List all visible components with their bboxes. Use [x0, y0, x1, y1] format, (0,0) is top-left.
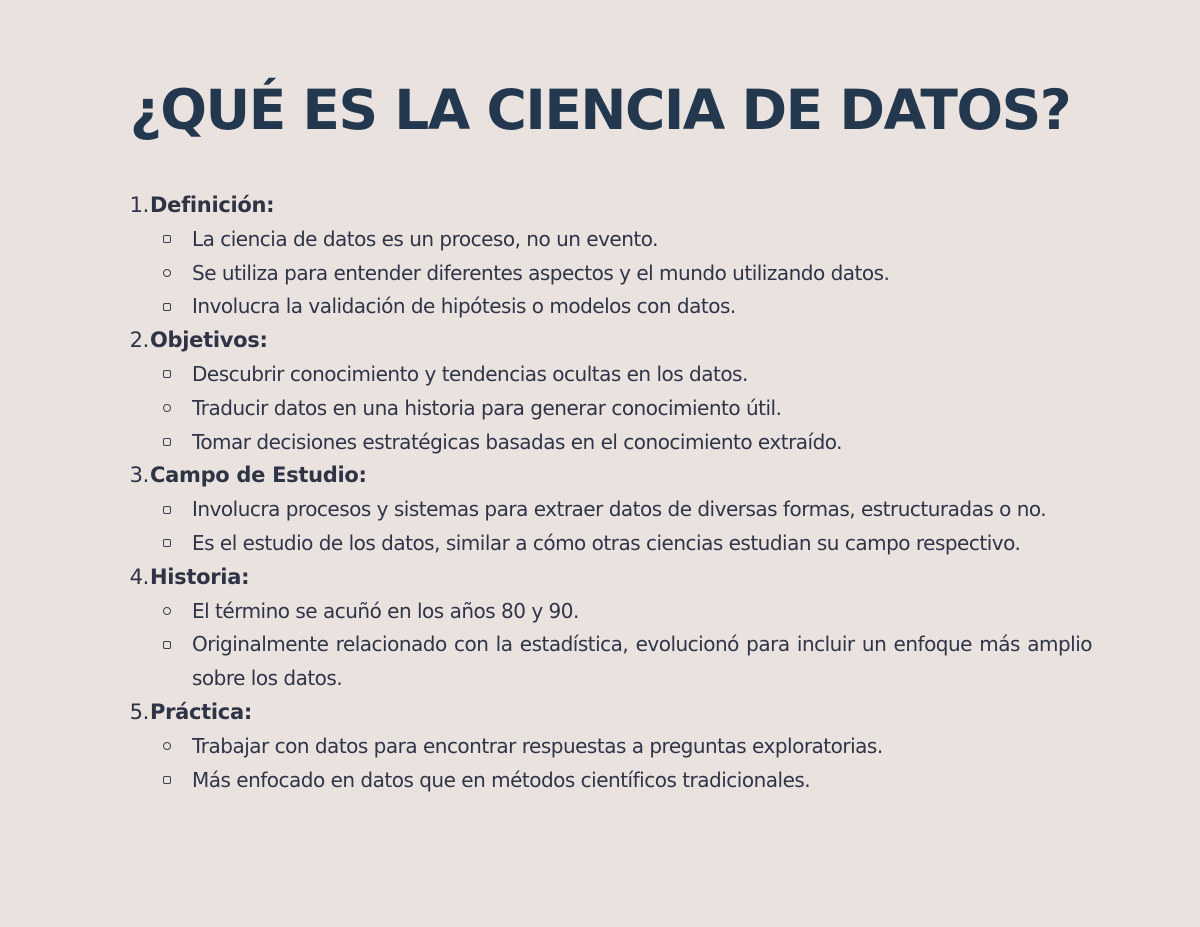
section-list	[129, 189, 1092, 797]
list-item-text: Originalmente relacionado con la estadística, evolucionó para incluir un enfoque más amplio sobre los datos.	[192, 632, 1092, 691]
square-bullet-icon	[163, 370, 171, 378]
section-heading	[129, 324, 1092, 358]
section-heading-text: Definición:	[150, 193, 275, 217]
list-item-text: Trabajar con datos para encontrar respuestas a preguntas exploratorias.	[192, 733, 883, 758]
bullet-list	[150, 730, 1092, 798]
section-objetivos	[129, 324, 1092, 459]
section-heading-text: Campo de Estudio:	[150, 463, 367, 488]
section-campo-de-estudio	[129, 459, 1092, 560]
section-definicion	[129, 189, 1092, 324]
list-item-text: Involucra la validación de hipótesis o modelos con datos.	[192, 294, 736, 319]
section-number: 4.	[129, 564, 149, 589]
square-bullet-icon	[163, 506, 171, 514]
list-item-text: El término se acuñó en los años 80 y 90.	[192, 598, 579, 623]
list-item	[192, 257, 1092, 291]
bullet-list	[150, 223, 1092, 324]
list-item-text: Tomar decisiones estratégicas basadas en el conocimiento extraído.	[192, 429, 843, 454]
list-item	[192, 358, 1092, 392]
list-item-text: Se utiliza para entender diferentes aspectos y el mundo utilizando datos.	[192, 260, 890, 285]
list-item	[192, 527, 1092, 561]
section-heading-text: Práctica:	[150, 699, 252, 724]
section-practica	[129, 696, 1092, 797]
list-item-text: Involucra procesos y sistemas para extraer datos de diversas formas, estructuradas o no.	[192, 497, 1047, 522]
circle-bullet-icon	[163, 742, 171, 750]
list-item	[192, 392, 1092, 426]
section-number: 3.	[129, 463, 149, 488]
bullet-list	[150, 595, 1092, 696]
list-item	[192, 628, 1092, 696]
section-number: 1.	[129, 193, 149, 217]
list-item	[192, 764, 1092, 798]
list-item-text: Traducir datos en una historia para generar conocimiento útil.	[192, 395, 782, 420]
page-title: ¿QUÉ ES LA CIENCIA DE DATOS?	[129, 78, 1071, 142]
section-heading	[129, 189, 1092, 223]
list-item	[192, 426, 1092, 460]
square-bullet-icon	[163, 235, 171, 243]
circle-bullet-icon	[163, 269, 171, 277]
list-item-text: Más enfocado en datos que en métodos científicos tradicionales.	[192, 767, 811, 792]
square-bullet-icon	[163, 641, 171, 649]
square-bullet-icon	[163, 438, 171, 446]
section-heading-text: Historia:	[150, 564, 250, 589]
section-heading	[129, 459, 1092, 493]
square-bullet-icon	[163, 776, 171, 784]
list-item	[192, 290, 1092, 324]
bullet-list	[150, 358, 1092, 459]
list-item	[192, 595, 1092, 629]
section-heading-text: Objetivos:	[150, 328, 268, 353]
circle-bullet-icon	[163, 607, 171, 615]
bullet-list	[150, 493, 1092, 561]
square-bullet-icon	[163, 539, 171, 547]
list-item-text: Es el estudio de los datos, similar a cómo otras ciencias estudian su campo respectivo.	[192, 530, 1021, 555]
section-number: 2.	[129, 328, 149, 353]
section-historia	[129, 561, 1092, 696]
list-item-text: Descubrir conocimiento y tendencias ocultas en los datos.	[192, 361, 748, 386]
section-heading	[129, 696, 1092, 730]
list-item	[192, 730, 1092, 764]
list-item	[192, 223, 1092, 257]
circle-bullet-icon	[163, 404, 171, 412]
section-number: 5.	[129, 699, 149, 724]
list-item	[192, 493, 1092, 527]
list-item-text: La ciencia de datos es un proceso, no un evento.	[192, 226, 658, 251]
section-heading	[129, 561, 1092, 595]
square-bullet-icon	[163, 303, 171, 311]
